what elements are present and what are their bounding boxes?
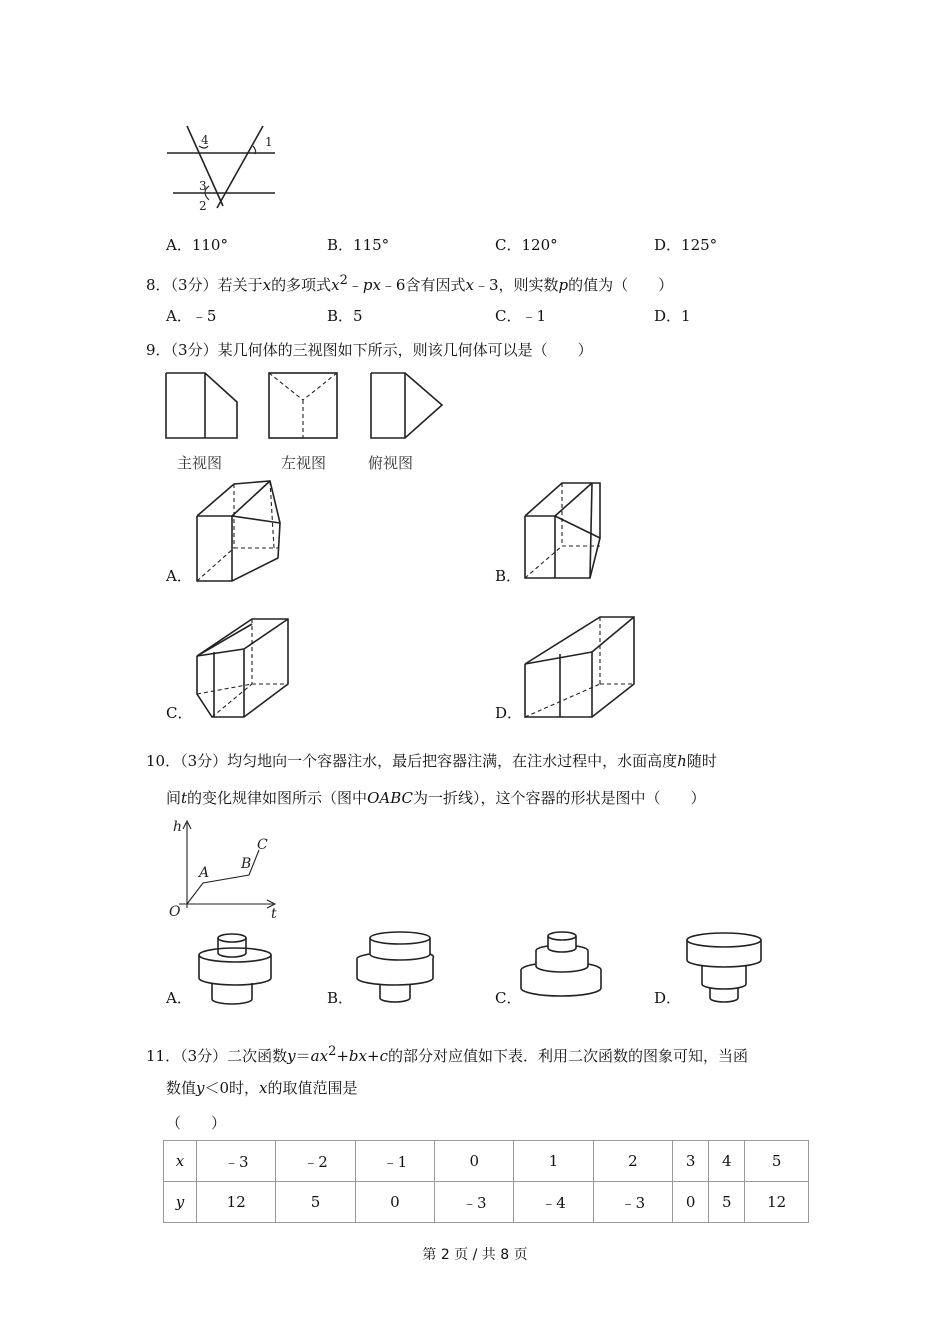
q7-option-b[interactable]: B．115° [327, 236, 390, 254]
q8-number: 8． [146, 276, 171, 294]
q11-line2 [166, 1077, 358, 1099]
q11-text-2b: ＜0时， [204, 1079, 260, 1097]
q11-line1 [146, 1041, 748, 1067]
q10-var-h: h [677, 752, 687, 770]
q7-label-3: 3 [199, 179, 207, 193]
q8-var-p: p [558, 276, 569, 294]
q10-text-2c: 为一折线），这个容器的形状是图中（ ） [412, 789, 706, 807]
page-footer: 第 2 页 / 共 8 页 [422, 1247, 528, 1263]
q9-option-c[interactable]: C． [166, 704, 193, 722]
q11-var-x: x [259, 1079, 268, 1097]
q9-label-front: 主视图 [177, 454, 223, 472]
q9-solid-d[interactable] [522, 614, 642, 724]
q11-var-c: c [379, 1047, 388, 1065]
q8-option-b[interactable]: B．5 [327, 307, 363, 325]
table-cell: 0 [673, 1182, 709, 1223]
q9-solid-b[interactable] [522, 478, 632, 588]
q8-score: （3分） [170, 276, 218, 294]
q8-var-x: x [262, 276, 272, 294]
q10-line2 [166, 787, 706, 809]
table-header-x: x [164, 1141, 197, 1182]
q10-axis-h: h [173, 819, 183, 835]
q10-container-d[interactable] [684, 928, 774, 1008]
q11-var-y: y [287, 1047, 296, 1065]
q11-answer-paren: （ ） [166, 1114, 227, 1132]
q8-option-c[interactable]: C．﹣1 [495, 307, 547, 325]
q9-stem [146, 339, 593, 361]
q11-var-bx: bx [348, 1047, 367, 1065]
table-cell: 5 [709, 1182, 745, 1223]
q10-point-c: C [257, 837, 268, 853]
q8-var-px: px [362, 276, 381, 294]
q9-solid-a[interactable] [192, 478, 302, 588]
q9-front-view [163, 370, 243, 445]
q10-point-a: A [199, 865, 210, 881]
table-cell: 3 [673, 1141, 709, 1182]
q8-option-d[interactable]: D．1 [654, 307, 691, 325]
q10-container-a[interactable] [196, 928, 286, 1008]
q8-sup: 2 [339, 273, 348, 288]
q10-container-c[interactable] [518, 928, 618, 1013]
q11-value-table [163, 1140, 809, 1223]
q8-text-2: 的多项式 [271, 276, 332, 294]
table-cell: 5 [745, 1141, 809, 1182]
q9-option-a[interactable]: A． [166, 567, 192, 585]
q11-plus-2: + [366, 1047, 380, 1065]
q10-line1 [146, 750, 717, 772]
q7-option-d[interactable]: D．125° [654, 236, 718, 254]
q7-option-a[interactable]: A．110° [166, 236, 228, 254]
q10-axis-t: t [271, 906, 277, 922]
q9-number: 9． [146, 341, 171, 359]
q10-score: （3分） [180, 752, 228, 770]
q11-text-1: 二次函数 [227, 1047, 288, 1065]
q10-graph [163, 815, 293, 920]
q9-top-view [368, 370, 448, 445]
q10-option-a[interactable]: A． [166, 989, 192, 1007]
table-cell: 5 [276, 1182, 355, 1223]
table-cell: 2 [593, 1141, 672, 1182]
q7-option-c[interactable]: C．120° [495, 236, 558, 254]
table-cell: 4 [709, 1141, 745, 1182]
table-cell: 0 [435, 1141, 514, 1182]
q11-text-2c: 的取值范围是 [267, 1079, 358, 1097]
q10-container-b[interactable] [354, 928, 444, 1008]
q11-text-2: 的部分对应值如下表．利用二次函数的图象可知，当函 [387, 1047, 748, 1065]
q10-number: 10． [146, 752, 181, 770]
table-cell: 12 [197, 1182, 276, 1223]
q10-point-b: B [241, 856, 252, 872]
q9-label-top: 俯视图 [368, 454, 414, 472]
q10-option-b[interactable]: B． [327, 989, 354, 1007]
q9-text: 某几何体的三视图如下所示，则该几何体可以是（ ） [217, 341, 593, 359]
table-row-x [164, 1141, 809, 1182]
q8-option-a[interactable]: A．﹣5 [166, 307, 217, 325]
table-cell: ﹣3 [435, 1182, 514, 1223]
q10-text-2a: 间 [166, 789, 182, 807]
q7-label-4: 4 [201, 133, 209, 147]
table-cell: ﹣3 [197, 1141, 276, 1182]
table-cell: ﹣2 [276, 1141, 355, 1182]
q9-option-d[interactable]: D． [495, 704, 523, 722]
q10-text-2b: 的变化规律如图所示（图中 [187, 789, 368, 807]
q8-text-5: ﹣3，则实数 [473, 276, 559, 294]
q11-plus-1: + [336, 1047, 349, 1065]
q8-var-x2: x [331, 276, 340, 294]
table-header-y: y [164, 1182, 197, 1223]
table-cell: 1 [514, 1141, 593, 1182]
q8-var-x3: x [465, 276, 474, 294]
table-cell: 12 [745, 1182, 809, 1223]
q11-eq: ＝ [295, 1047, 311, 1065]
q11-sup: 2 [328, 1044, 337, 1059]
q11-score: （3分） [180, 1047, 228, 1065]
q11-number: 11． [146, 1047, 181, 1065]
q8-text-1: 若关于 [217, 276, 263, 294]
q10-text-1a: 均匀地向一个容器注水，最后把容器注满，在注水过程中，水面高度 [227, 752, 678, 770]
q11-var-ax: ax [310, 1047, 329, 1065]
q9-option-b[interactable]: B． [495, 567, 522, 585]
q10-var-t: t [181, 789, 188, 807]
q11-var-y2: y [196, 1079, 205, 1097]
q9-score: （3分） [170, 341, 218, 359]
q8-text-6: 的值为（ ） [568, 276, 674, 294]
q9-side-view [266, 370, 346, 445]
q9-solid-c[interactable] [192, 614, 302, 724]
table-cell: 0 [355, 1182, 434, 1223]
q8-text-4: ﹣6含有因式 [380, 276, 466, 294]
q7-label-2: 2 [199, 199, 207, 213]
q7-angle-figure [165, 124, 285, 214]
q10-text-1b: 随时 [686, 752, 717, 770]
q8-stem [146, 270, 673, 296]
q9-label-side: 左视图 [281, 454, 327, 472]
table-cell: ﹣4 [514, 1182, 593, 1223]
table-cell: ﹣3 [593, 1182, 672, 1223]
q10-option-d[interactable]: D． [654, 989, 682, 1007]
q10-option-c[interactable]: C． [495, 989, 522, 1007]
q8-text-3: ﹣ [347, 276, 363, 294]
table-cell: ﹣1 [355, 1141, 434, 1182]
q10-var-oabc: OABC [367, 789, 413, 807]
q11-text-2a: 数值 [166, 1079, 197, 1097]
q10-point-o: O [169, 904, 181, 920]
q7-label-1: 1 [265, 135, 273, 149]
table-row-y [164, 1182, 809, 1223]
